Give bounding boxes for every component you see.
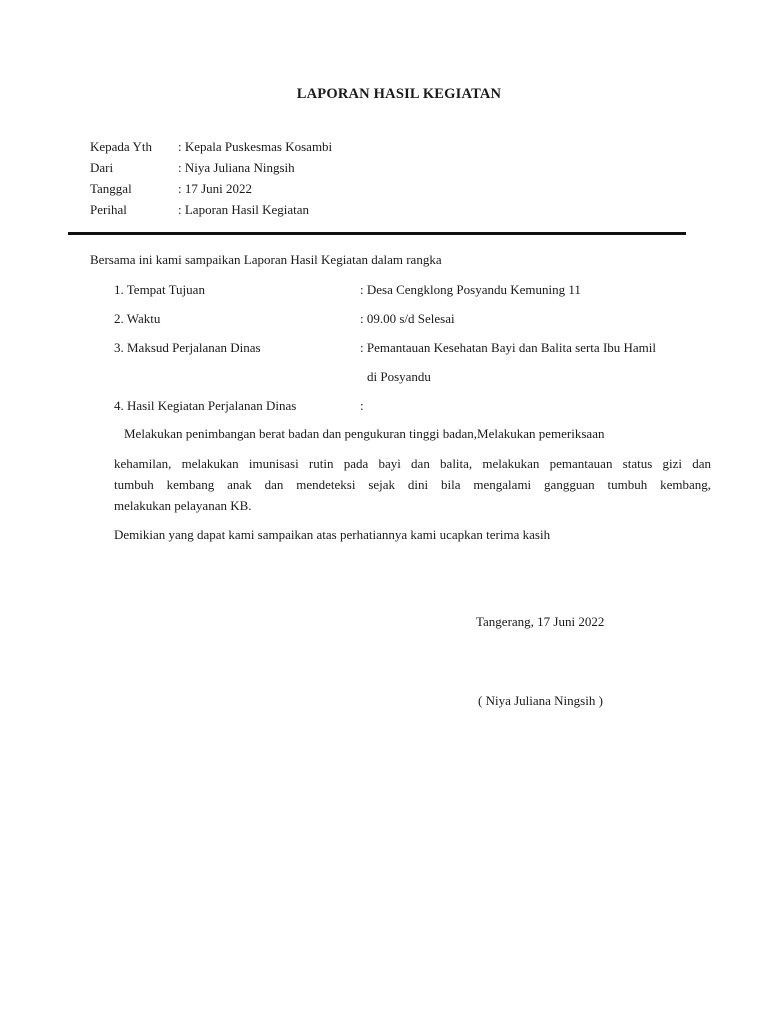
purpose-value-continued: di Posyandu [367,369,431,384]
result-text-line-1: Melakukan penimbangan berat badan dan pengukuran tinggi badan,Melakukan pemeriksaan [124,426,605,441]
header-divider [68,232,686,235]
signature-name: ( Niya Juliana Ningsih ) [478,693,603,708]
date-value: : 17 Juni 2022 [178,181,253,196]
result-label: 4. Hasil Kegiatan Perjalanan Dinas [114,398,297,413]
time-label: 2. Waktu [114,311,161,326]
item-result [0,397,768,415]
time-value: : 09.00 s/d Selesai [360,311,455,326]
to-value: : Kepala Puskesmas Kosambi [178,139,333,154]
subject-label: Perihal [90,202,127,217]
place-label: 1. Tempat Tujuan [114,282,205,297]
item-time [0,310,768,328]
date-label: Tanggal [90,181,132,196]
document-title: LAPORAN HASIL KEGIATAN [296,86,502,102]
intro-text: Bersama ini kami sampaikan Laporan Hasil Kegiatan dalam rangka [90,252,442,267]
result-text-line-3: tumbuh kembang anak dan mendeteksi sejak dini bila mengalami gangguan tumbuh kembang, [114,477,711,492]
from-label: Dari [90,160,114,175]
place-value: : Desa Cengklong Posyandu Kemuning 11 [360,282,581,297]
closing-text: Demikian yang dapat kami sampaikan atas perhatiannya kami ucapkan terima kasih [114,527,551,542]
from-value: : Niya Juliana Ningsih [178,160,295,175]
result-value: : [360,398,364,413]
item-place [0,281,768,299]
item-purpose [0,339,768,357]
purpose-label: 3. Maksud Perjalanan Dinas [114,340,261,355]
to-label: Kepada Yth [90,139,152,154]
result-text-line-2: kehamilan, melakukan imunisasi rutin pada bayi dan balita, melakukan pemantauan status gizi dan [114,456,711,471]
signature-place-date: Tangerang, 17 Juni 2022 [476,614,605,629]
result-text-line-4: melakukan pelayanan KB. [114,498,252,513]
purpose-value: : Pemantauan Kesehatan Bayi dan Balita serta Ibu Hamil [360,340,657,355]
subject-value: : Laporan Hasil Kegiatan [178,202,310,217]
